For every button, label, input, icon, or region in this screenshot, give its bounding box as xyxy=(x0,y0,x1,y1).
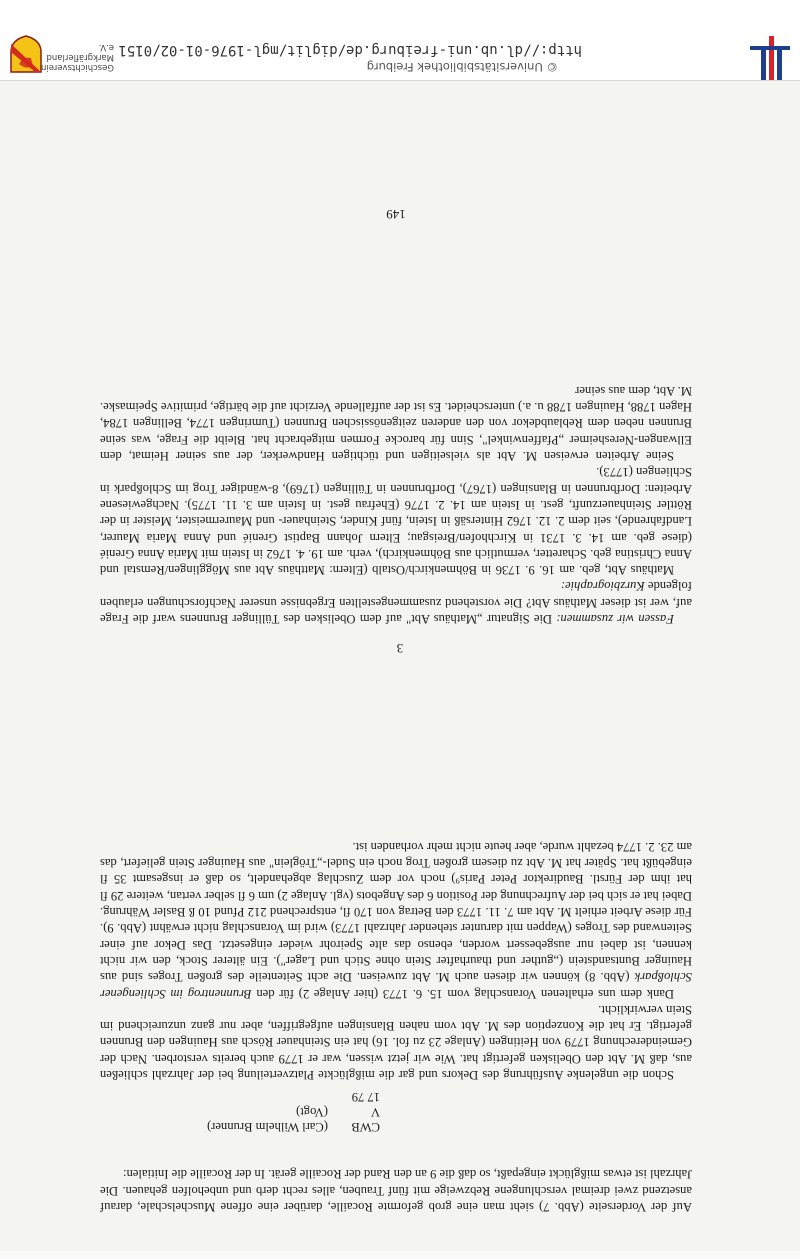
emphasis-run: Fassen wir zusammen: xyxy=(556,612,674,626)
initials-code: CWB xyxy=(351,1120,380,1134)
university-library-logo-icon xyxy=(730,32,800,80)
initials-row xyxy=(207,1104,380,1119)
text-run: Dank dem uns erhaltenen Voranschlag vom 15. 6. 1773 (hier Anlage 2) für den xyxy=(251,986,674,1001)
initials-row xyxy=(207,1089,380,1104)
text-run: (Abb. 8) können wir diesen auch M. Abt zuweisen. Die acht Seitenteile des großen Troges sind aus Hauinger Buntsandstein („guther und thaurhafter Stein ohne Stich und Lager"). Ein älterer Stock, den wir nicht kennen, ist dabei nur ausgebessert worden, ebenso das alte Speirohr wieder eingesetzt. Das Dekor auf einer Seitenwand des Troges (Wappen mit darunter stehender Jahrzahl 1773) wird im Voranschlag nicht erwähnt (Abb. 9). Für diese Arbeit erhielt M. Abt am 7. 11. 1773 den Betrag von 170 fl, entsprechend 212 Pfund 10 ß Basler Währung. Dabei hat er sich bei der Aufrechnung der Position 6 des Angebots (vgl. Anlage 2) um 6 fl selber vertan, weitere 29 fl hat ihm der Fürstl. Baudirektor Peter Paris⁹) noch vor dem Zuschlag abgehandelt, so daß er insgesamt 35 fl eingebüßt hat. Später hat M. Abt zu diesem großen Trog noch ein Sudel-„Tröglein" aus Hauinger Stein geliefert, das am 23. 2. 1774 bezahlt wurde, aber heute nicht mehr vorhanden ist. xyxy=(100,839,692,985)
opening-paragraph-text: Auf der Vorderseite (Abb. 7) sieht man eine grob geformte Rocaille, darüber eine offene Muschelschale, darauf ansetzend zwei dreimal verschlungene Rebzweige mit fünf Trauben, alles recht derb und unbeholfen gehauen. Die Jahrzahl ist etwas mißglückt eingepaßt, so daß die 9 an den Rand der Rocaille gerät. In der Rocaille die Initialen: xyxy=(100,1167,692,1214)
initials-year: 17 79 xyxy=(351,1090,380,1104)
section-one xyxy=(100,839,692,1083)
initials-name: (Vogt) xyxy=(296,1105,328,1119)
society-name xyxy=(40,42,114,72)
section-two-paragraph-1 xyxy=(100,578,692,627)
top-strip xyxy=(0,1251,800,1259)
society-name-line: Geschichtsverein xyxy=(40,62,114,72)
initials-code: V xyxy=(370,1105,380,1119)
opening-paragraph xyxy=(100,1166,692,1215)
footer-band xyxy=(0,0,800,81)
emphasis-run: Kurzbiographie: xyxy=(560,579,645,594)
copyright-notice: © Universitätsbibliothek Freiburg xyxy=(366,60,558,74)
section-two-paragraph-3: Seine Arbeiten erweisen M. Abt als vielseitigen und tüchtigen Handwerker, der aus seiner Heimat, dem Ellwangen-Neresheimer „Pfaffenwinkel", Sinn für barocke Formen mitgebracht hat. Bleibt die Frage, was seine Brunnen neben dem Reblaubdekor von den anderen zeitgenössischen Brunnen (Tumringen 1774, Bellingen 1784, Hagen 1788, Hauingen 1788 u. a.) unterscheidet. Es ist der auffallende Verzicht auf die bärtige, primitive Speimaske. M. Abt, dem aus seiner xyxy=(100,383,692,464)
initials-list xyxy=(207,1089,380,1134)
text-run: Die Signatur „Mathäus Abt" auf dem Obelisken des Tüllinger Brunnens warf die Frage auf, wer ist dieser Mathäus Abt? Die vorstehend zusammengestellten Ergebnisse unserer Nachforschungen erlauben folgende xyxy=(100,579,692,626)
society-name-line: Markgräflerland e.V. xyxy=(46,42,114,62)
section-one-paragraph-1: Schon die ungelenke Ausführung des Dekors und gar die mißglückte Platzverteilung bei der Jahrzahl schließen aus, daß M. Abt den Obelisken gefertigt hat. Wie wir jetzt wissen, war er 1779 auch bereits verstorben. Nach der Gemeinderechnung 1779 von Heitingen (Anlage 23 zu fol. 16) hat ein Steinhauer Rösch aus Hauingen den Brunnen gefertigt. Er hat die Konzeption des M. Abt vom nahen Blansingen aufgegriffen, aber nur ganz unzureichend im Stein verwirklicht. xyxy=(100,1002,692,1082)
emphasis-run: Brunnentrog im Schliengener Schloßpark xyxy=(100,970,692,1001)
section-two-paragraph-2: Mathäus Abt, geb. am 16. 9. 1736 in Böhmenkirch/Ostalb (Eltern: Matthäus Abt aus Mögglingen/Remstal und Anna Christina geb. Scharetter, vermutlich aus Böhmenkirch), verh. am 19. 4. 1762 in Istein mit Maria Anna Grenié (diese geb. am 14. 3. 1731 in Kirchhofen/Breisgau; Eltern Johann Baptist Grenié und Anna Maria Maurer, Landfahrende), seit dem 2. 12. 1762 Hintersäß in Istein, fünf Kinder, Steinhauer- und Maurermeister, Meister in der Röttler Steinhauerzunft, gest. in Istein am 14. 2. 1776 (Ehefrau gest. in Istein am 3. 11. 1775). Nachgewiesene Arbeiten: Dorfbrunnen in Blansingen (1767), Dorfbrunnen in Tüllingen (1769), 8-wändiger Trog im Schloßpark in Schliengen (1773). xyxy=(100,465,692,578)
section-one-paragraph-2 xyxy=(100,839,692,1002)
initials-row xyxy=(207,1119,380,1134)
section-two xyxy=(100,383,692,627)
permalink-url[interactable]: http://dl.ub.uni-freiburg.de/diglit/mgl-1976-01-02/0151 xyxy=(118,42,582,58)
page-number: 149 xyxy=(386,207,406,222)
coat-of-arms-icon xyxy=(9,34,43,74)
section-number: 3 xyxy=(396,641,404,656)
initials-name: (Carl Wilhelm Brunner) xyxy=(207,1120,328,1134)
